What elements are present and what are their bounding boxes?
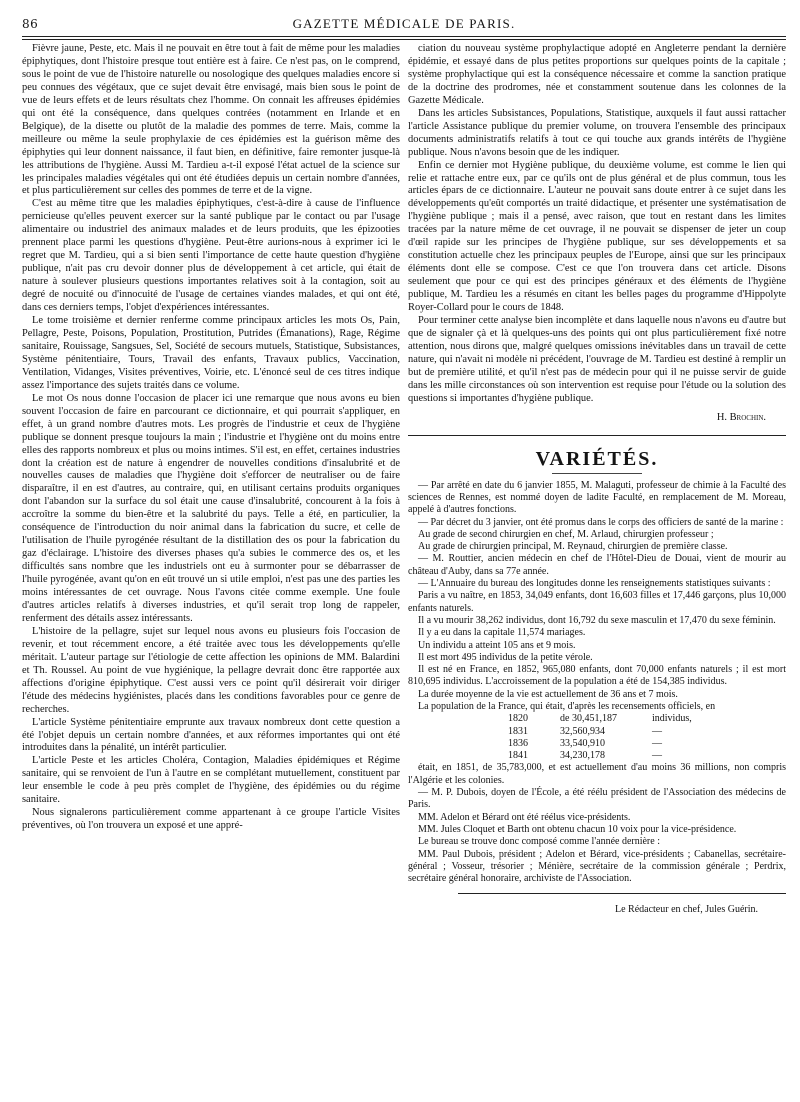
varietes-item: MM. Jules Cloquet et Barth ont obtenu chacun 10 voix pour la vice-présidence. xyxy=(418,823,737,835)
paragraph: Fièvre jaune, Peste, etc. Mais il ne pouvait en être tout à fait de même pour les maladies épiphytiques, dont l'histoire presque tout entière est à faire. Ce n'est pas, on le comprend, sous le point de vue de l'histoire naturelle ou nosologique des quelques maladies encore si peu connues des végétaux, que ce sujet devait être envisagé, mais bien sous le point de vue de leurs effets et de leurs résultats chez l'homme. On connait les affreuses épidémies qui ont été la conséquence, dans quelques contrées (notamment en Irlande et en Belgique), de la disette ou plutôt de la maladie des pommes de terre. Mais, comme la meilleure ou même la seule prophylaxie de ces épidémies est la guérison même des épiphyties qui leur donnent naissance, il faut bien, en définitive, faire remonter jusque-là les attributions de l'hygiène. Aussi M. Tardieu a-t-il exposé l'état actuel de la science sur les principales maladies végétales qui ont été étudiées depuis un certain nombre d'années, et plus particulièrement sur celles des pommes de terre et de la vigne. xyxy=(22,43,400,197)
paragraph: ciation du nouveau système prophylactique adopté en Angleterre pendant la dernière épidémie, et essayé dans de plus petites proportions sur quelques points de la capitale ; système prophylactique qui est la conséquence nécessaire et comme la sanction pratique de la doctrine des prodromes, née et constamment soutenue dans les colonnes de la Gazette Médicale. xyxy=(408,43,786,106)
paragraph: L'article Peste et les articles Choléra, Contagion, Maladies épidémiques et Régime sanitaire, qui se renvoient de l'un à l'autre en se complétant mutuellement, constituent par leur ensemble le code à peu près complet de l'hygiène, des épidémies ou du régime sanitaire. xyxy=(22,755,400,806)
paragraph: L'article Système pénitentiaire emprunte aux travaux nombreux dont cette question a été l'objet depuis un certain nombre d'années, et aux réformes importantes qui ont été introduites dans la pénalité, un intérêt particulier. xyxy=(22,716,400,754)
left-column xyxy=(22,43,400,917)
varietes-item: Il a vu mourir 38,262 individus, dont 16,792 du sexe masculin et 17,470 du sexe féminin. xyxy=(418,614,776,626)
varietes-item: La durée moyenne de la vie est actuellement de 36 ans et 7 mois. xyxy=(418,688,678,700)
varietes-item: Un individu a atteint 105 ans et 9 mois. xyxy=(418,639,576,651)
varietes-item: Il est mort 495 individus de la petite vérole. xyxy=(418,651,593,663)
varietes-item: MM. Adelon et Bérard ont été réélus vice-présidents. xyxy=(418,811,631,823)
editor-rule xyxy=(458,893,786,894)
header-rule xyxy=(22,36,786,40)
population-suffix: individus, xyxy=(652,713,692,725)
paragraph: Le tome troisième et dernier renferme comme principaux articles les mots Os, Pain, Pellagre, Peste, Poisons, Population, Prostitution, Putrides (Émanations), Rage, Régime sanitaire, Rouissage, Sangsues, Sel, Société de secours mutuels, Statistique, Subsistances, Système pénitentiaire, Tours, Travail des enfants, Travaux publics, Vaccination, Ventilation, Vidanges, Visites préventives, Voirie, etc. L'énoncé seul de ces titres indique assez l'importance des sujets traités dans ce volume. xyxy=(22,315,400,391)
paragraph: L'histoire de la pellagre, sujet sur lequel nous avons eu plusieurs fois l'occasion de revenir, et tout récemment encore, a été traitée avec tous les développements qu'elle méritait. L'auteur partage sur l'étiologie de cette affection les opinions de MM. Balardini et Th. Roussel. Au point de vue hygiénique, la pellagre devrait donc être rapportée aux affections d'origine épiphytique. C'est aussi vers ce point qu'il désirerait voir diriger l'étude des médecins hygiénistes, placés dans les conditions favorables pour ce genre de recherches. xyxy=(22,625,400,715)
varietes-item: — M. Routtier, ancien médecin en chef de l'Hôtel-Dieu de Douai, vient de mourir au château d'Auby, dans sa 77e année. xyxy=(408,553,786,577)
population-suffix: — xyxy=(652,725,662,737)
paragraph: Pour terminer cette analyse bien incomplète et dans laquelle nous n'avons eu d'autre but que de signaler çà et là quelques-uns des points qui ont plus particulièrement fixé notre attention, nous dirons que, malgré quelques omissions inévitables dans un travail de cette nature, qui n'avait ni modèle ni précédent, l'ouvrage de M. Tardieu est destiné à remplir un but de première utilité, et qu'il n'est pas de médecin pour qui il ne puisse servir de guide dans les mille circonstances où son intervention est requise pour l'étude ou la solution des questions si importantes d'hygiène publique. xyxy=(408,315,786,404)
page-header xyxy=(22,16,786,34)
varietes-item: Il est né en France, en 1852, 965,080 enfants, dont 70,000 enfants naturels ; il est mort 810,695 individus. L'accroissement de la population a été de 154,385 individus. xyxy=(408,664,786,688)
editor-signature: Le Rédacteur en chef, Jules Guérin. xyxy=(615,904,758,916)
journal-title: GAZETTE MÉDICALE DE PARIS. xyxy=(292,16,516,31)
varietes-item: Paris a vu naître, en 1853, 34,049 enfants, dont 16,603 filles et 17,446 garçons, plus 10,000 enfants naturels. xyxy=(408,590,786,614)
paragraph: C'est au même titre que les maladies épiphytiques, c'est-à-dire à cause de l'influence pernicieuse qu'elles peuvent exercer sur la santé publique par le contact ou par l'usage alimentaire ou industriel des animaux malades et de leurs produits, que les épizooties prennent place parmi les questions d'hygiène. Peut-être aurions-nous à exprimer ici le regret que M. Tardieu, qui a si bien senti l'importance de cette haute question d'hygiène publique, n'ait pas cru devoir donner plus de développement à cet article, qui était de nature à soulever plusieurs questions importantes relatives soit à la contagion, soit au degré de nocuité ou d'innocuité de l'usage de certaines viandes malades, et qui ont été, dans ces derniers temps, l'objet d'expériences intéressantes. xyxy=(22,198,400,314)
population-suffix: — xyxy=(652,750,662,762)
varietes-item: Il y a eu dans la capitale 11,574 mariages. xyxy=(418,627,586,639)
paragraph: Enfin ce dernier mot Hygiène publique, du deuxième volume, est comme le lien qui relie et rattache entre eux, par ce qu'ils ont de plus général et de plus commun, tous les articles épars de ce dictionnaire. L'auteur ne pouvait sans doute entrer à ce sujet dans les développements qu'eût comportés un traité didactique, et présenter une systématisation de l'hygiène publique ; mais il a pensé, avec raison, que tout en restant dans les limites tracées par la nature même de cet ouvrage, il ne pouvait se dispenser de jeter un coup d'œil rapide sur les principes de l'hygiène publique, sur ses développements et sa constitution actuelle chez les principaux peuples de l'Europe, ainsi que sur les principaux éléments dont elle se compose. C'est ce que l'on trouvera dans cet article. Disons seulement que pour ce qui est des principes généraux et des éléments de l'hygiène publique, M. Tardieu les a résumés en citant les belles pages du programme d'Hippolyte Royer-Collard pour le cours de 1848. xyxy=(408,159,786,314)
article-signature: H. Brochin. xyxy=(716,411,766,423)
varietes-text xyxy=(408,480,786,714)
population-row xyxy=(508,713,786,725)
population-value: 34,230,178 xyxy=(560,750,605,762)
population-year: 1820 xyxy=(508,713,528,725)
population-row xyxy=(508,726,786,738)
population-year: 1836 xyxy=(508,737,528,749)
varietes-item: Le bureau se trouve donc composé comme l'année dernière : xyxy=(418,836,660,848)
editor-block xyxy=(408,900,786,916)
section-divider xyxy=(408,435,786,436)
varietes-item: — M. P. Dubois, doyen de l'École, a été réélu président de l'Association des médecins de Paris. xyxy=(408,787,786,811)
population-year: 1841 xyxy=(508,750,528,762)
varietes-item: — Par décret du 3 janvier, ont été promus dans le corps des officiers de santé de la marine : xyxy=(418,516,784,528)
page-number: 86 xyxy=(22,17,39,31)
varietes-item: Au grade de second chirurgien en chef, M. Arlaud, chirurgien professeur ; xyxy=(418,528,714,540)
population-year: 1831 xyxy=(508,725,528,737)
right-article-text xyxy=(408,43,786,406)
population-value: 33,540,910 xyxy=(560,737,605,749)
varietes-item: MM. Paul Dubois, président ; Adelon et Bérard, vice-présidents ; Cabanellas, secrétaire-général ; Vosseur, trésorier ; Ménière, secrétaire de la commission générale ; Perdrix, secrétaire général honoraire, archiviste de l'Association. xyxy=(408,848,786,885)
population-value: de 30,451,187 xyxy=(560,713,617,725)
varietes-text-continued xyxy=(408,762,786,885)
varietes-rule xyxy=(552,473,642,474)
varietes-item: La population de la France, qui était, d'après les recensements officiels, en xyxy=(418,700,716,712)
population-value: 32,560,934 xyxy=(560,725,605,737)
varietes-heading: VARIÉTÉS. xyxy=(535,447,659,470)
varietes-item: — L'Annuaire du bureau des longitudes donne les renseignements statistiques suivants : xyxy=(418,578,771,590)
population-row xyxy=(508,750,786,762)
population-suffix: — xyxy=(652,737,662,749)
two-column-body xyxy=(22,43,786,917)
varietes-item: Au grade de chirurgien principal, M. Reynaud, chirurgien de première classe. xyxy=(418,541,728,553)
varietes-item: était, en 1851, de 35,783,000, et est actuellement d'au moins 36 millions, non compris l'Algérie et les colonies. xyxy=(408,762,786,786)
population-table xyxy=(508,713,786,762)
population-row xyxy=(508,738,786,750)
paragraph: Nous signalerons particulièrement comme appartenant à ce groupe l'article Visites préventives, où l'on trouvera un exposé et une appré- xyxy=(22,807,400,832)
paragraph: Dans les articles Subsistances, Populations, Statistique, auxquels il faut aussi rattacher l'article Assistance publique du premier volume, on trouvera l'ensemble des principaux documents administratifs relatifs à tout ce qui touche aux grands intérêts de l'hygiène publique. Nous n'avons besoin que de les indiquer. xyxy=(408,107,786,158)
paragraph: Le mot Os nous donne l'occasion de placer ici une remarque que nous avons eu bien souvent l'occasion de faire en parcourant ce dictionnaire, et qui pourrait s'appliquer, en effet, à un grand nombre d'autres mots. Les progrès de l'industrie et ceux de l'hygiène publique se donnent presque toujours la main ; l'industrie et l'hygiène ont du moins entre elles des rapports nombreux et plus ou moins intimes. S'il est, en effet, certaines industries dont la création est de nature à engendrer de nouvelles conditions d'insalubrité et de nouvelles causes de maladies que l'hygiène doit s'efforcer de neutraliser ou de faire disparaître, il en est d'autres, au contraire, qui, en utilisant certains produits organiques dont l'abandon sur la surface du sol était une cause d'insalubrité, concourent à la fois à accroître la somme du bien-être et la salubrité du pays. Telle a été, en particulier, la conséquence de l'introduction du noir animal dans la fabrication du sucre, et celle de l'utilisation de l'huile pyrogénée résultant de la distillation des os pour la fabrication du gaz d'éclairage. L'histoire des diverses phases qu'a subies le commerce des os, et les difficultés sans nombre que les industriels ont eu à surmonter pour se débarrasser de l'huile pyrogénée, avant qu'on en eût trouvé un si utile emploi, n'est pas une des parties les moins intéressantes de cet ouvrage. Nous l'avons citée comme exemple. Une foule d'autres articles relatifs à diverses industries, et qu'il serait trop long de rappeler, renferment des détails assez intéressants. xyxy=(22,392,400,624)
right-column xyxy=(408,43,786,917)
varietes-item: — Par arrêté en date du 6 janvier 1855, M. Malaguti, professeur de chimie à la Faculté des sciences de Rennes, est nommé doyen de ladite Faculté, en remplacement de M. Moreau, appelé à d'autres fonctions. xyxy=(408,479,786,516)
